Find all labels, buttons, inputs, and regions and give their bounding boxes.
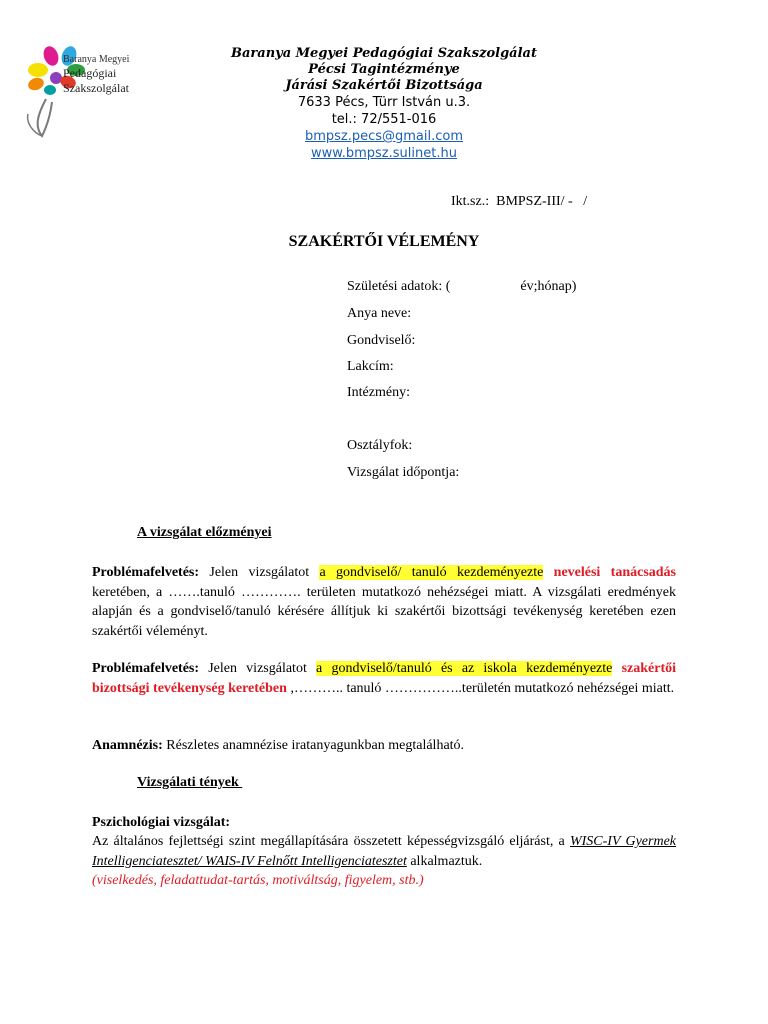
logo-text-line2: Pedagógiai bbox=[63, 66, 117, 80]
anamnesis-text: Részletes anamnézise iratanyagunkban megtalálható. bbox=[162, 738, 465, 753]
highlighted-text: a gondviselő/tanuló és az iskola kezdeményezte bbox=[316, 661, 613, 676]
problem-statement-2 bbox=[92, 659, 676, 698]
letterhead bbox=[190, 46, 578, 162]
section-heading-facts: Vizsgálati tények bbox=[137, 775, 243, 790]
red-text: szakértői bizottsági tevékenység keretében bbox=[92, 661, 676, 696]
text-span bbox=[543, 565, 553, 580]
psych-label-row bbox=[92, 813, 676, 833]
email-link[interactable]: bmpsz.pecs@gmail.com bbox=[304, 129, 464, 144]
psych-note-row bbox=[92, 871, 676, 891]
field-guardian: Gondviselő: bbox=[347, 333, 416, 348]
website-link[interactable]: www.bmpsz.sulinet.hu bbox=[311, 146, 457, 161]
org-name: Baranya Megyei Pedagógiai Szakszolgálat bbox=[231, 46, 537, 61]
psych-description bbox=[92, 832, 676, 871]
field-institution: Intézmény: bbox=[347, 385, 410, 400]
text-span: Az általános fejlettségi szint megállapítására összetett képességvizsgáló eljárást, a bbox=[92, 834, 570, 849]
problem-statement-1 bbox=[92, 563, 676, 641]
text-span bbox=[612, 661, 621, 676]
anamnesis-label: Anamnézis: bbox=[92, 738, 163, 753]
field-address: Lakcím: bbox=[347, 359, 394, 374]
org-phone: tel.: 72/551-016 bbox=[331, 112, 437, 127]
text-span: alkalmaztuk. bbox=[406, 853, 483, 869]
org-committee: Járási Szakértői Bizottsága bbox=[285, 78, 483, 93]
section-heading-history: A vizsgálat előzményei bbox=[137, 525, 272, 540]
psych-label: Pszichológiai vizsgálat: bbox=[92, 815, 231, 830]
highlighted-text: a gondviselő/ tanuló kezdeményezte bbox=[319, 565, 544, 580]
logo-text-line3: Szakszolgálat bbox=[63, 81, 129, 95]
document-title: SZAKÉRTŐI VÉLEMÉNY bbox=[288, 233, 480, 250]
text-span: keretében, a …….tanuló …………. területen mutatkozó nehézségei miatt. A vizsgálati eredmények alapján és a gondviselő/tanuló kérésére állítjuk ki szakértői bizottsági tevékenység keretében ezen szakértői véleményt. bbox=[92, 584, 676, 639]
field-birth-data: Születési adatok: ( év;hónap) bbox=[347, 279, 577, 294]
psych-note: (viselkedés, feladattudat-tartás, motiváltság, figyelem, stb.) bbox=[92, 873, 424, 888]
test-name: WISC-IV Gyermek Intelligenciatesztet/ WAIS-IV Felnőtt Intelligenciatesztet bbox=[92, 834, 677, 869]
text-span: ,……….. tanuló ……………..területén mutatkozó nehézségei miatt. bbox=[286, 680, 675, 696]
red-text: nevelési tanácsadás bbox=[553, 565, 676, 580]
text-span: Jelen vizsgálatot bbox=[199, 661, 317, 676]
field-mother-name: Anya neve: bbox=[347, 306, 412, 321]
logo-text-line1: Baranya Megyei bbox=[63, 54, 130, 65]
problem-label: Problémafelvetés: bbox=[92, 661, 200, 676]
field-grade: Osztályfok: bbox=[347, 438, 413, 453]
org-address: 7633 Pécs, Türr István u.3. bbox=[297, 95, 471, 110]
field-exam-date: Vizsgálat időpontja: bbox=[347, 465, 460, 480]
anamnesis bbox=[92, 736, 676, 756]
text-span: Jelen vizsgálatot bbox=[199, 565, 320, 580]
reference-number: Ikt.sz.: BMPSZ-III/ - / bbox=[451, 194, 588, 209]
problem-label: Problémafelvetés: bbox=[92, 565, 200, 580]
org-branch: Pécsi Tagintézménye bbox=[308, 62, 460, 77]
